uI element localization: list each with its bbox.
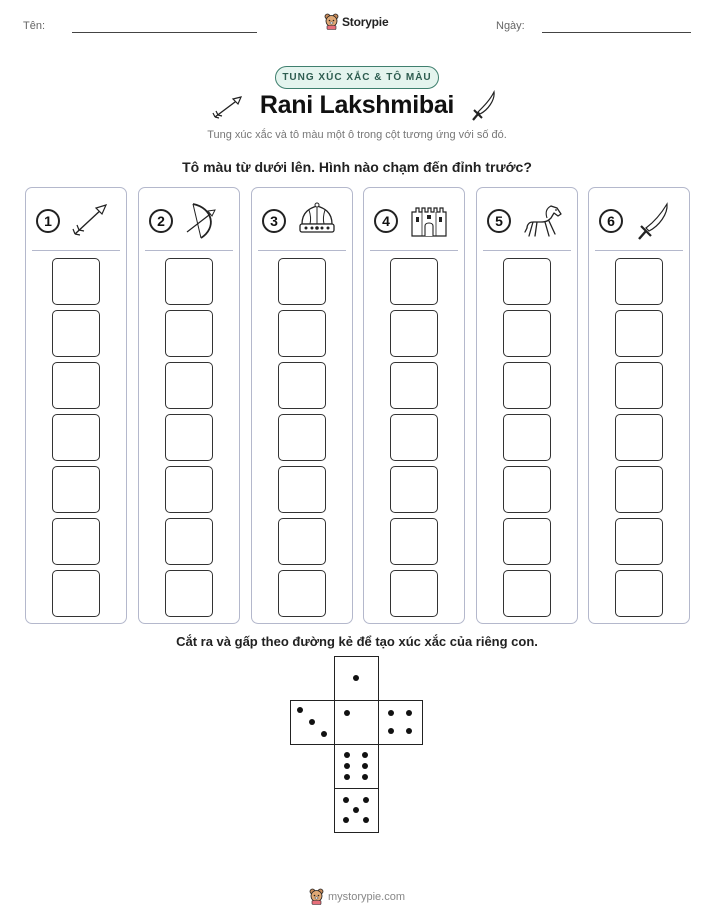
column-3 — [251, 187, 353, 624]
color-cell[interactable] — [615, 518, 663, 565]
date-label: Ngày: — [496, 20, 525, 32]
dice-pip — [343, 817, 349, 823]
column-5 — [476, 187, 578, 624]
color-cell[interactable] — [278, 570, 326, 617]
dice-pip — [362, 752, 368, 758]
color-cell[interactable] — [503, 258, 551, 305]
column-number: 4 — [374, 209, 398, 233]
column-header — [374, 202, 456, 238]
column-divider — [370, 250, 458, 251]
color-cell[interactable] — [278, 310, 326, 357]
dice-pip — [406, 710, 412, 716]
column-header — [149, 202, 231, 238]
dice-face-5 — [334, 788, 379, 833]
bow-icon — [183, 202, 223, 240]
dice-pip — [344, 774, 350, 780]
castle-icon — [408, 202, 450, 238]
dice-pip — [344, 710, 350, 716]
bear-icon — [309, 888, 324, 905]
dice-pip — [321, 731, 327, 737]
color-cell[interactable] — [390, 362, 438, 409]
column-number: 5 — [487, 209, 511, 233]
dice-face-center — [334, 700, 379, 745]
color-cell[interactable] — [390, 518, 438, 565]
dice-pip — [388, 728, 394, 734]
color-cell[interactable] — [503, 570, 551, 617]
column-divider — [258, 250, 346, 251]
dice-pip — [344, 752, 350, 758]
dice-pip — [309, 719, 315, 725]
column-header — [599, 202, 681, 238]
color-cell[interactable] — [165, 518, 213, 565]
name-label: Tên: — [23, 20, 46, 32]
sword-icon — [633, 202, 673, 242]
brand-name: Storypie — [342, 14, 389, 29]
column-divider — [32, 250, 120, 251]
color-cell[interactable] — [165, 362, 213, 409]
dice-pip — [297, 707, 303, 713]
storypie-logo — [324, 13, 388, 30]
color-cell[interactable] — [278, 414, 326, 461]
dice-face-1 — [334, 656, 379, 701]
dice-pip — [363, 797, 369, 803]
color-cell[interactable] — [165, 466, 213, 513]
instruction: Tô màu từ dưới lên. Hình nào chạm đến đỉnh trước? — [182, 159, 532, 175]
footer — [0, 888, 714, 905]
color-cell[interactable] — [278, 362, 326, 409]
dice-pip — [353, 675, 359, 681]
column-header — [262, 202, 344, 238]
activity-badge: TUNG XÚC XẮC & TÔ MÀU — [275, 66, 439, 89]
column-6 — [588, 187, 690, 624]
color-cell[interactable] — [278, 466, 326, 513]
color-cell[interactable] — [52, 466, 100, 513]
color-cell[interactable] — [52, 570, 100, 617]
column-1 — [25, 187, 127, 624]
horse-icon — [521, 202, 565, 242]
color-cell[interactable] — [52, 362, 100, 409]
color-cell[interactable] — [165, 258, 213, 305]
color-cell[interactable] — [615, 414, 663, 461]
dice-pip — [343, 797, 349, 803]
column-number: 3 — [262, 209, 286, 233]
crown-icon — [296, 202, 338, 238]
color-cell[interactable] — [615, 310, 663, 357]
column-divider — [483, 250, 571, 251]
color-cell[interactable] — [390, 414, 438, 461]
color-cell[interactable] — [52, 414, 100, 461]
dice-face-3 — [290, 700, 335, 745]
color-cell[interactable] — [165, 310, 213, 357]
color-cell[interactable] — [52, 518, 100, 565]
sword-icon — [470, 90, 498, 122]
dice-pip — [362, 763, 368, 769]
color-cell[interactable] — [390, 310, 438, 357]
dice-pip — [406, 728, 412, 734]
color-cell[interactable] — [390, 466, 438, 513]
color-cell[interactable] — [503, 310, 551, 357]
color-cell[interactable] — [615, 466, 663, 513]
dice-pip — [353, 807, 359, 813]
column-number: 2 — [149, 209, 173, 233]
column-header — [487, 202, 569, 238]
color-cell[interactable] — [165, 570, 213, 617]
color-cell[interactable] — [52, 310, 100, 357]
color-cell[interactable] — [503, 362, 551, 409]
column-number: 6 — [599, 209, 623, 233]
color-cell[interactable] — [615, 362, 663, 409]
arrow-icon — [70, 202, 110, 238]
dice-pip — [344, 763, 350, 769]
color-cell[interactable] — [390, 258, 438, 305]
column-divider — [145, 250, 233, 251]
cut-instruction: Cắt ra và gấp theo đường kẻ để tạo xúc xắc của riêng con. — [176, 634, 538, 649]
dice-face-4 — [378, 700, 423, 745]
column-divider — [595, 250, 683, 251]
column-2 — [138, 187, 240, 624]
color-cell[interactable] — [615, 570, 663, 617]
subtitle: Tung xúc xắc và tô màu một ô trong cột tương ứng với số đó. — [207, 129, 507, 141]
color-cell[interactable] — [278, 518, 326, 565]
color-cell[interactable] — [503, 518, 551, 565]
name-line[interactable] — [72, 32, 257, 33]
column-header — [36, 202, 118, 238]
bear-icon — [324, 13, 339, 30]
color-cell[interactable] — [390, 570, 438, 617]
footer-url[interactable]: mystorypie.com — [327, 890, 406, 903]
date-line[interactable] — [542, 32, 691, 33]
page-title: Rani Lakshmibai — [259, 91, 455, 119]
dice-face-6 — [334, 744, 379, 789]
dice-pip — [362, 774, 368, 780]
color-cell[interactable] — [165, 414, 213, 461]
color-cell[interactable] — [52, 258, 100, 305]
dice-pip — [388, 710, 394, 716]
dice-pip — [363, 817, 369, 823]
column-number: 1 — [36, 209, 60, 233]
column-4 — [363, 187, 465, 624]
color-cell[interactable] — [503, 466, 551, 513]
color-cell[interactable] — [503, 414, 551, 461]
color-cell[interactable] — [278, 258, 326, 305]
color-cell[interactable] — [615, 258, 663, 305]
